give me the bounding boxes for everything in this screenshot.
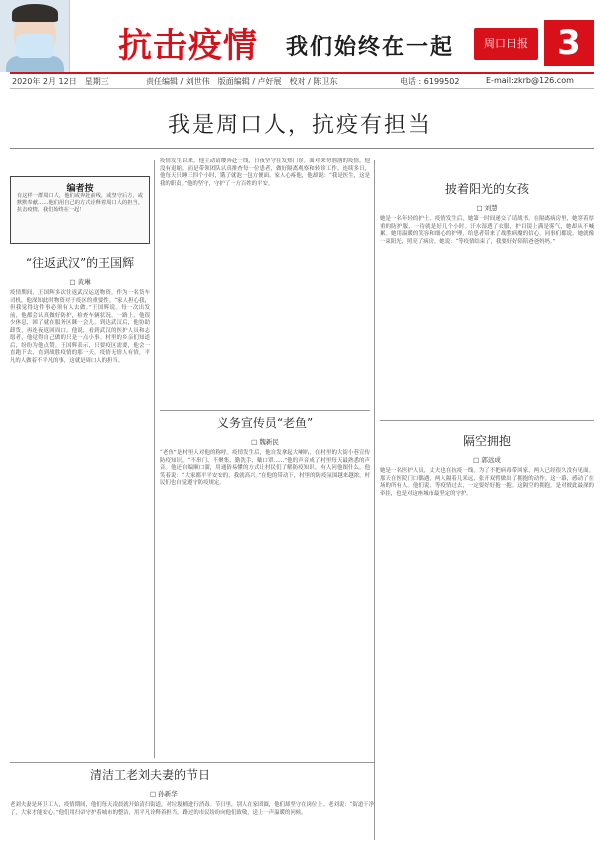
article-body: 她是一名年轻的护士，疫情发生后，她第一时间递交了请战书。在隔离病房里，她穿着厚重的防护服，一待就是好几个小时。汗水湿透了衣服，护目镜上满是雾气，她却从不喊累。她用温暖的笑容和细心的护理，给患者带来了战胜病魔的信心。同事们都说，她就像一束阳光，照亮了病房。她说：“等疫情结束了，我要好好陪陪爸爸妈妈。”: [380, 216, 594, 245]
article-title: 义务宣传员“老鱼”: [216, 416, 314, 430]
article-couple: [10, 766, 374, 840]
issue-date: 2020年 2月 12日 星期三: [12, 77, 109, 86]
column-divider: [154, 160, 155, 758]
article-byline: □ 黄琳: [69, 278, 91, 286]
section-subtitle: 我们始终在一起: [286, 34, 455, 60]
article-byline: □ 魏新民: [251, 438, 279, 446]
photo-hair: [12, 4, 58, 22]
article-volunteer: [160, 414, 370, 758]
main-headline: 我是周口人，抗疫有担当: [167, 113, 432, 138]
editor-credits: 责任编辑 / 刘世伟 版面编辑 / 卢好展 校对 / 陈卫东: [146, 77, 338, 86]
article-byline: □ 郭远成: [473, 456, 501, 464]
newspaper-logo: 周口日报: [474, 28, 538, 60]
editor-note-box: [10, 176, 150, 244]
article-girl: [380, 180, 594, 416]
article-title: “往返武汉”的王国辉: [25, 256, 135, 270]
article-wuhan: [10, 254, 150, 754]
header-photo: [0, 0, 70, 72]
article-doctor: [160, 158, 370, 406]
article-byline: □ 刘慧: [476, 204, 498, 212]
article-byline: □ 孙新华: [150, 790, 178, 798]
article-title: 披着阳光的女孩: [444, 182, 529, 196]
photo-coat: [6, 56, 64, 72]
article-body: 老刘夫妻是环卫工人，疫情期间，他们每天凌晨就开始清扫街道，对垃圾桶进行消毒。节日里，别人在家团圆，他们却坚守在岗位上。老刘说：“街道干净了，大家才能安心。”他们用扫帚守护着城市的整洁，用平凡诠释着担当。路过的市民纷纷向他们致敬，送上一声温暖的问候。: [10, 802, 374, 816]
header-rule: [10, 72, 594, 74]
phone-number: 电话 : 6199502: [400, 77, 460, 86]
section-divider: [10, 762, 374, 763]
column-divider: [374, 426, 375, 840]
article-hug: [380, 432, 594, 836]
section-divider: [380, 420, 594, 421]
header-rule-thin: [10, 88, 594, 89]
article-body: 疫情期间，王国辉多次往返武汉运送物资。作为一名货车司机，他深知此时物资对于疫区的重要性。“家人担心我，但我觉得这件事必须有人去做。”王国辉说。每一次出发前，他都会认真做好防护，检查车辆状况。一路上，他很少休息，困了就在服务区眯一会儿。到达武汉后，他协助卸货，再连夜返回周口。他说，看到武汉的医护人员和志愿者，他觉得自己做的只是一点小事。村里的乡亲们知道后，纷纷为他点赞。王国辉表示，只要疫区需要，他会一直跑下去，直到战胜疫情的那一天。疫情无情人有情，平凡的人做着不平凡的事，这就是周口人的担当。: [10, 290, 150, 364]
email-address: E-mail:zkrb@126.com: [486, 76, 574, 85]
section-title: 抗击疫情: [118, 26, 258, 66]
photo-mask: [16, 34, 54, 58]
article-body: 疫情发生以来，他主动请缨奔赴一线，日夜坚守在发热门诊。面对来势汹汹的疫情，他没有退缩，而是带领团队认真排查每一位患者，做好隔离观察和转诊工作。连续多日，他每天只睡三四个小时，饿了就泡一包方便面。家人心疼他，他却说：“我是医生，这是我的职责。”他的坚守，守护了一方百姓的平安。: [160, 158, 370, 187]
masthead: [0, 0, 600, 100]
editor-note-text: 有这样一群周口人，他们或奔赴前线，或坚守后方，或默默奉献……他们用自己的方式诠释着周口人的担当。抗击疫情，我们始终在一起！: [17, 193, 143, 214]
editor-note-title: 编者按: [66, 184, 94, 194]
headline-rule: [10, 148, 594, 149]
page-number: 3: [544, 20, 594, 66]
article-title: 隔空拥抱: [462, 434, 511, 448]
article-title: 清洁工老刘夫妻的节日: [90, 768, 211, 782]
section-divider: [160, 410, 370, 411]
article-body: “老鱼”是村里人对他的称呼。疫情发生后，他自发拿起大喇叭，在村里的大街小巷宣传防疫知识。“不串门、不聚集、勤洗手、戴口罩……”他的声音成了村里每天最熟悉的声音。他还自编顺口溜，用通俗易懂的方式让村民们了解防疫知识。有人问他图什么，他笑着说：“大家都平平安安的，我就高兴。”在他的带动下，村里的防疫氛围越来越浓，村民们也自觉遵守防疫规定。: [160, 450, 370, 486]
article-body: 她是一名医护人员，丈夫也在抗疫一线。为了不把病毒带回家，两人已经很久没有见面。那天在医院门口偶遇，两人隔着几米远，张开双臂做出了拥抱的动作。这一幕，感动了在场的所有人。他们说，等疫情过去，一定要好好抱一抱。这隔空的拥抱，是对彼此最深的牵挂，也是对这座城市最坚定的守护。: [380, 468, 594, 497]
